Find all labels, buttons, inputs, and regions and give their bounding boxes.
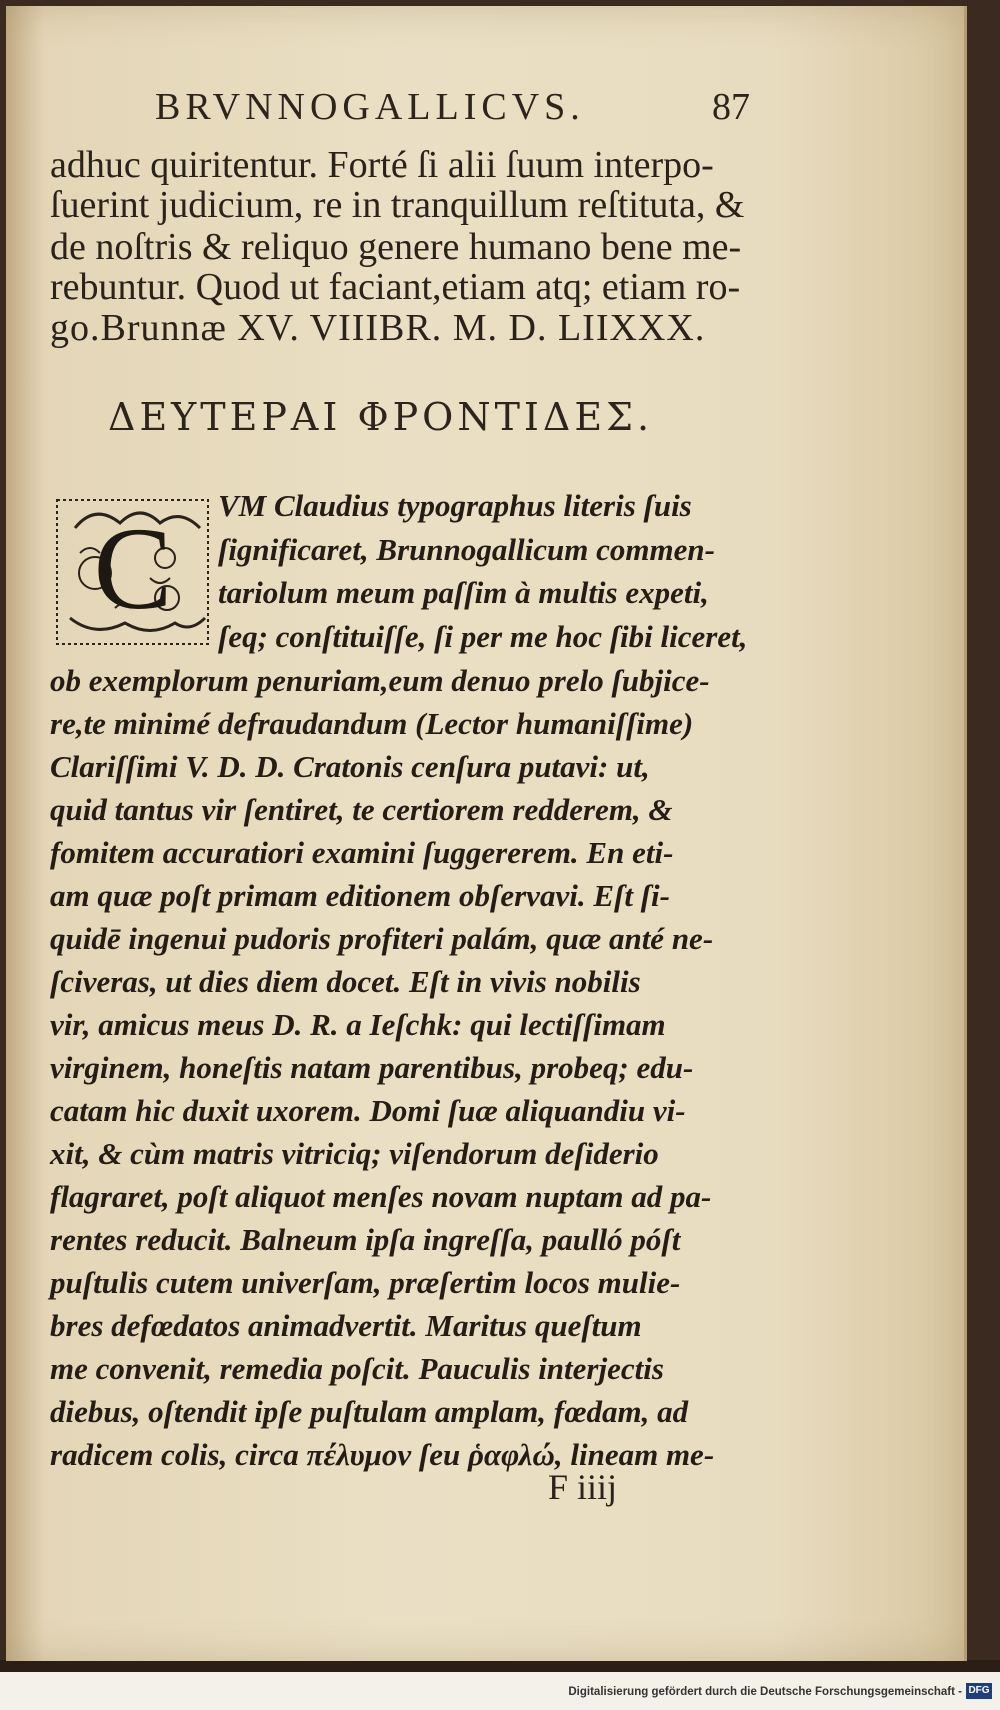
text-line: radicem colis, circa πέλυμον ſeu ῥαφλώ, lineam me- xyxy=(50,1437,715,1472)
text-line: ſciveras, ut dies diem docet. Eſt in vivis nobilis xyxy=(50,964,641,999)
text-line: catam hic duxit uxorem. Domi ſuæ aliquandiu vi- xyxy=(50,1093,686,1128)
text-line: diebus, oſtendit ipſe puſtulam amplam, fœdam, ad xyxy=(50,1394,689,1429)
text-line: ſignificaret, Brunnogallicum commen- xyxy=(218,532,715,567)
text-line: me convenit, remedia poſcit. Pauculis interjectis xyxy=(50,1351,664,1386)
digitization-credit: Digitalisierung gefördert durch die Deutsche Forschungsgemeinschaft - xyxy=(568,1686,962,1698)
text-line: tariolum meum paſſim à multis expeti, xyxy=(218,575,709,610)
text-line: xit, & cùm matris vitriciq; viſendorum deſiderio xyxy=(50,1136,659,1171)
text-line: ſeq; conſtituiſſe, ſi per me hoc ſibi liceret, xyxy=(218,619,748,654)
initial-letter: C xyxy=(93,503,173,634)
text-line: virginem, honeſtis natam parentibus, probeq; edu- xyxy=(50,1050,694,1085)
book-board-edge xyxy=(0,1660,1000,1672)
text-line: VM Claudius typographus literis ſuis xyxy=(218,488,692,523)
text-line: ſuerint judicium, re in tranquillum reſtituta, & xyxy=(50,184,745,226)
text-line: rebuntur. Quod ut faciant,etiam atq; etiam ro- xyxy=(50,266,741,308)
signature-mark: F iiij xyxy=(548,1467,618,1507)
dateline: go.Brunnæ XV. VIIIBR. M. D. LIIXXX. xyxy=(50,307,706,349)
ornament-initial-icon xyxy=(55,498,210,646)
text-line: rentes reducit. Balneum ipſa ingreſſa, paulló póſt xyxy=(50,1222,681,1257)
text-line: puſtulis cutem univerſam, præſertim locos mulie- xyxy=(50,1265,681,1300)
text-line: Clariſſimi V. D. D. Cratonis cenſura putavi: ut, xyxy=(50,749,650,784)
text-line: am quæ poſt primam editionem obſervavi. Eſt ſi- xyxy=(50,878,670,913)
text-line: flagraret, poſt aliquot menſes novam nuptam ad pa- xyxy=(50,1179,712,1214)
text-line: de noſtris & reliquo genere humano bene me- xyxy=(50,226,742,268)
section-heading: ΔΕΥΤΕΡΑΙ ΦΡΟΝΤΙΔΕΣ. xyxy=(108,395,654,439)
text-line: bres defœdatos animadvertit. Maritus queſtum xyxy=(50,1308,642,1343)
dfg-logo[interactable]: DFG xyxy=(966,1683,992,1699)
page-number: 87 xyxy=(712,86,750,128)
text-line: ob exemplorum penuriam,eum denuo prelo ſubjice- xyxy=(50,663,710,698)
running-head: BRVNNOGALLICVS. xyxy=(155,86,585,128)
text-line: fomitem accuratiori examini ſuggererem. En eti- xyxy=(50,835,674,870)
text-line: re,te minimé defraudandum (Lector humaniſſime) xyxy=(50,706,694,741)
text-line: quid tantus vir ſentiret, te certiorem redderem, & xyxy=(50,792,673,827)
decorated-initial xyxy=(55,498,210,646)
text-line: quidē ingenui pudoris profiteri palám, quæ anté ne- xyxy=(50,921,714,956)
text-line: vir, amicus meus D. R. a Ieſchk: qui lectiſſimam xyxy=(50,1007,666,1042)
text-line: adhuc quiritentur. Forté ſi alii ſuum interpo- xyxy=(50,144,714,186)
